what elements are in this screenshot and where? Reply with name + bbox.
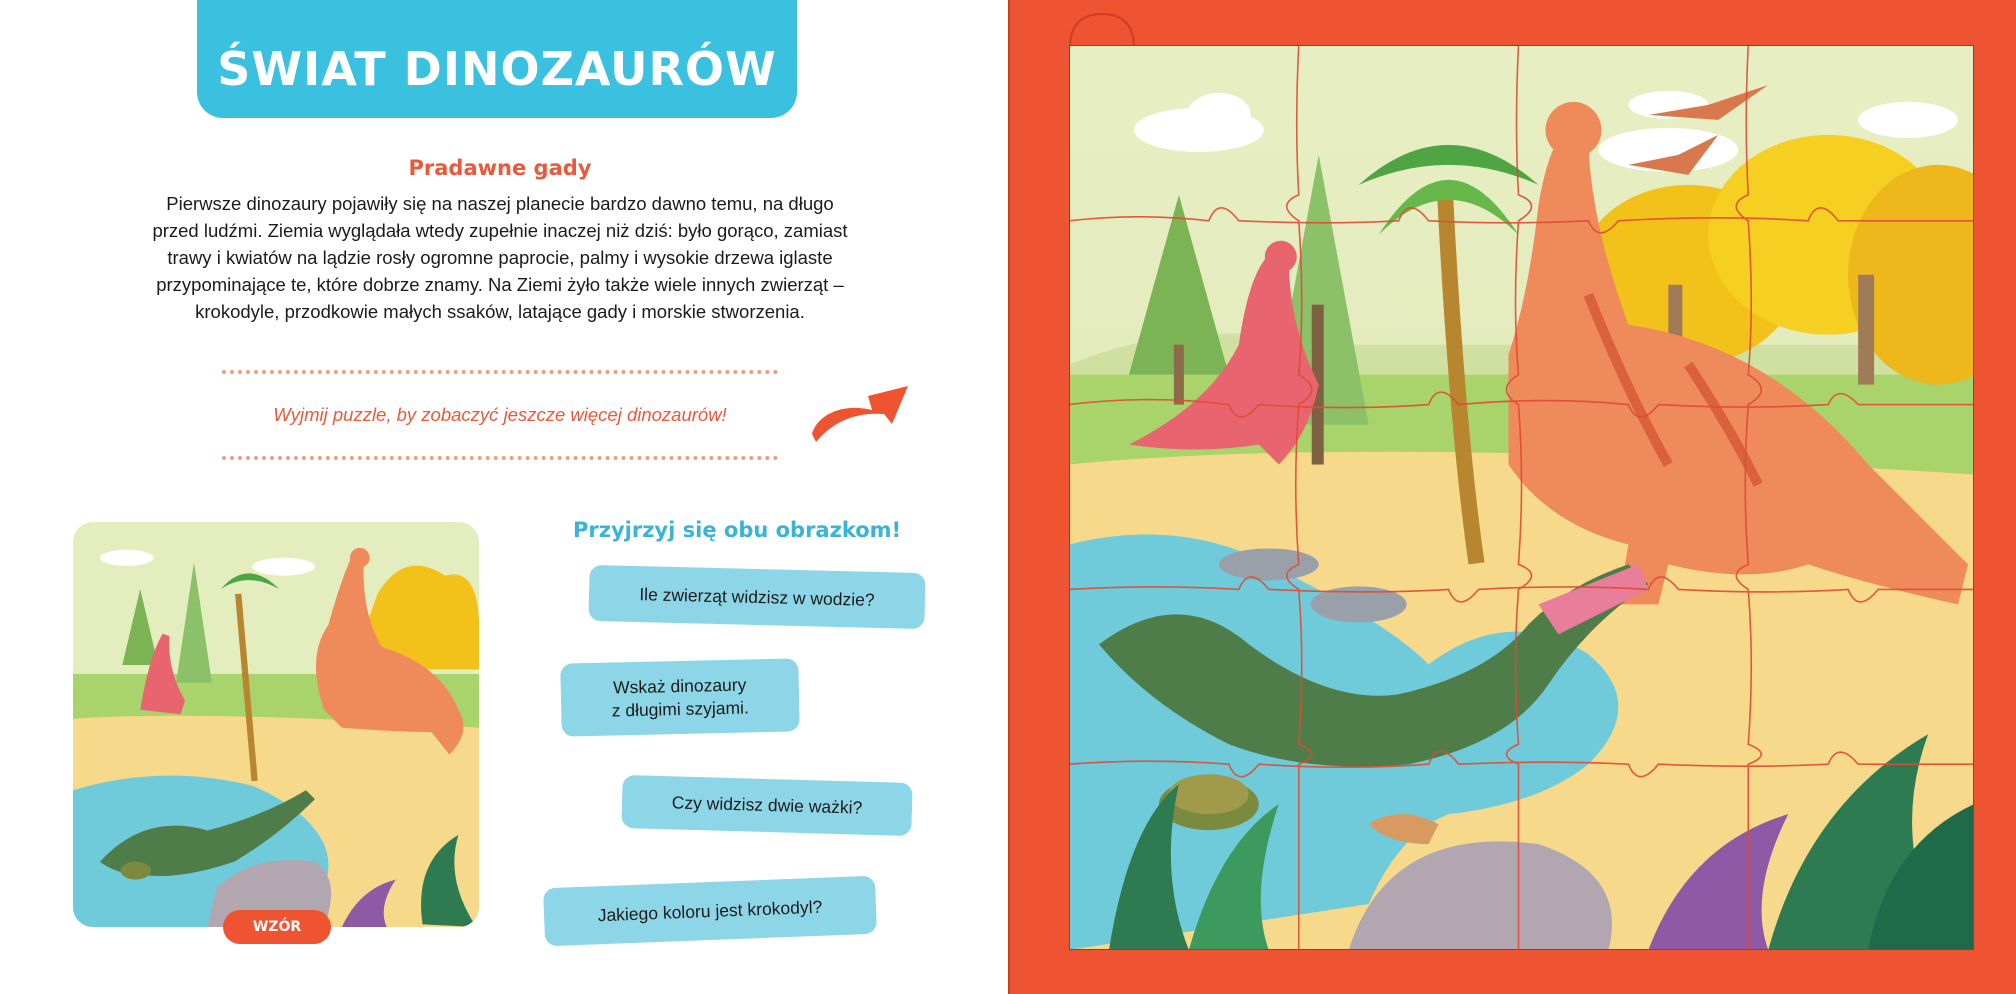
question-box xyxy=(621,775,912,836)
page-gutter xyxy=(1008,0,1010,994)
question-text: Jakiego koloru jest krokodyl? xyxy=(597,896,823,925)
question-line: Wskaż dinozaury xyxy=(612,673,747,698)
question-box xyxy=(588,565,925,629)
question-line: z długimi szyjami. xyxy=(611,696,750,721)
reference-badge: WZÓR xyxy=(223,910,331,944)
dotted-divider-top xyxy=(222,370,778,374)
dinosaur-puzzle-scene xyxy=(1069,45,1974,950)
question-text: Czy widzisz dwie ważki? xyxy=(671,792,863,818)
dinosaur-scene-thumbnail xyxy=(73,522,479,927)
intro-line: Pierwsze dinozaury pojawiły się na naszej planecie bardzo dawno temu, na długo xyxy=(166,193,834,214)
puzzle-board[interactable] xyxy=(1069,45,1974,950)
title-banner xyxy=(197,0,797,118)
section-subtitle: Pradawne gady xyxy=(408,156,592,180)
question-text xyxy=(611,673,749,722)
questions-heading: Przyjrzyj się obu obrazkom! xyxy=(573,518,902,542)
intro-line: krokodyle, przodkowie małych ssaków, latające gady i morskie stworzenia. xyxy=(195,301,805,322)
intro-line: trawy i kwiatów na lądzie rosły ogromne paprocie, palmy i wysokie drzewa iglaste xyxy=(167,247,833,268)
dotted-divider-bottom xyxy=(222,456,778,460)
cta-text: Wyjmij puzzle, by zobaczyć jeszcze więcej dinozaurów! xyxy=(273,404,727,425)
intro-line: przed ludźmi. Ziemia wyglądała wtedy zupełnie inaczej niż dziś: było gorąco, zamiast xyxy=(152,220,848,241)
intro-paragraph xyxy=(128,190,872,325)
reference-picture xyxy=(73,522,479,927)
arrow-right-icon xyxy=(808,382,912,444)
question-text: Ile zwierząt widzisz w wodzie? xyxy=(639,583,875,610)
question-box xyxy=(560,658,800,736)
intro-line: przypominające te, które dobrze znamy. Na Ziemi żyło także wiele innych zwierząt – xyxy=(156,274,844,295)
page-title: ŚWIAT DINOZAURÓW xyxy=(217,42,777,96)
